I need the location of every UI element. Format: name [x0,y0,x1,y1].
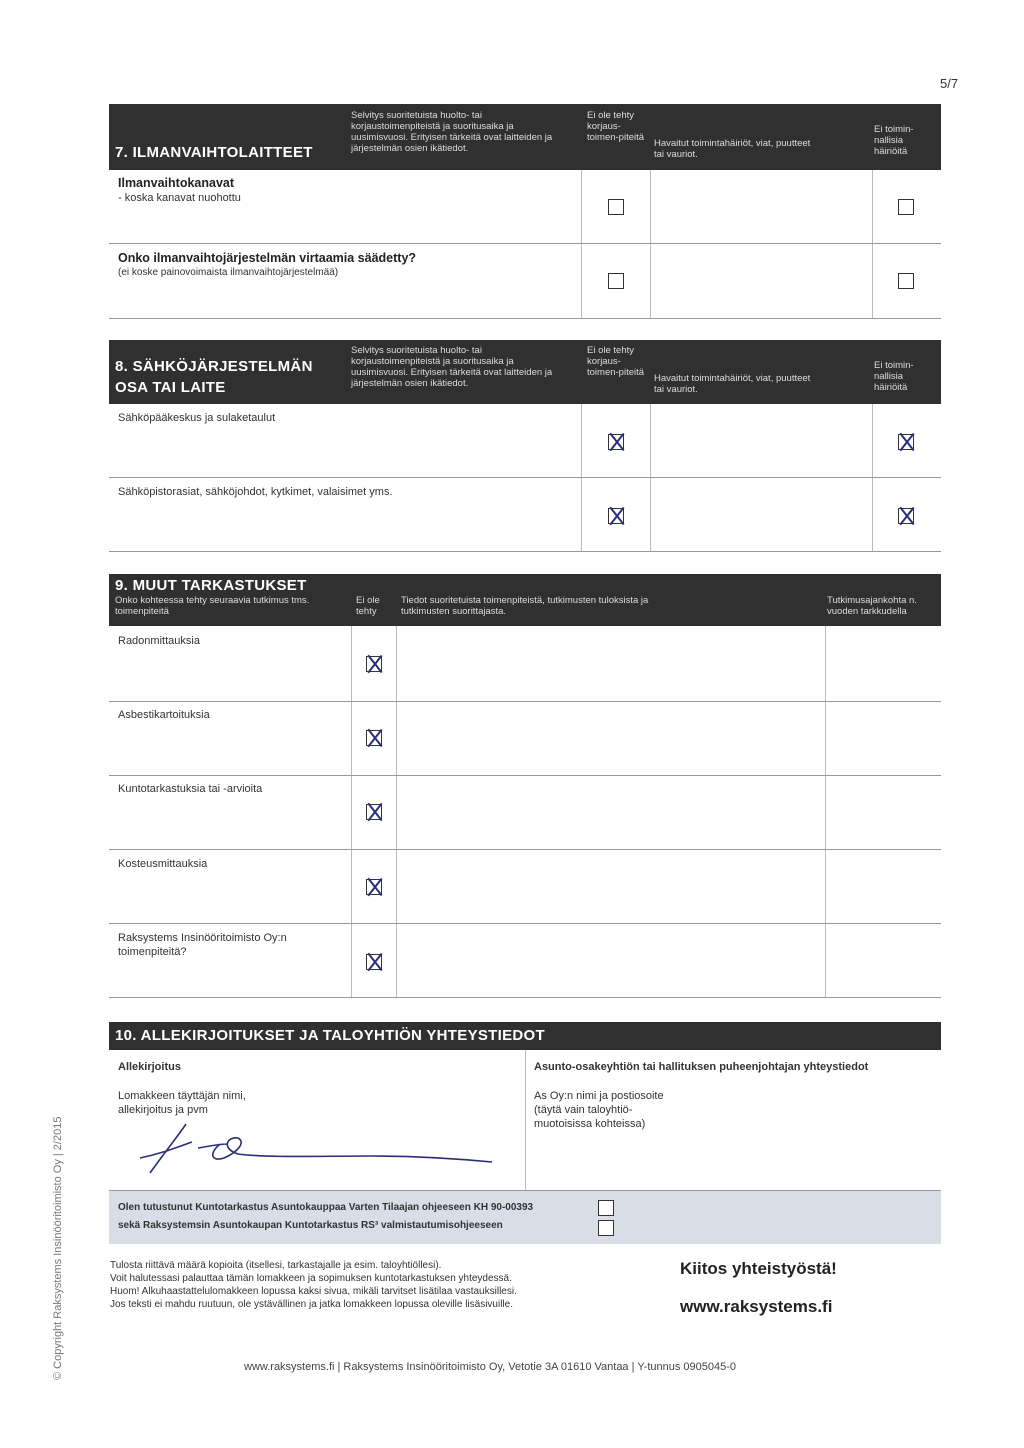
section-8-row-2-nofault-checkbox[interactable] [898,508,914,524]
section-9-row-5-label: Raksystems Insinööritoimisto Oy:n toimenpiteitä? [118,932,287,958]
section-9-row-1-none-checkbox[interactable] [366,656,382,672]
section-8-row-1-nofault-checkbox[interactable] [898,434,914,450]
section-9-col-none: Ei ole tehty [356,595,380,617]
section-9-row-5-none-checkbox[interactable] [366,954,382,970]
section-7-col-desc: Selvitys suoritetuista huolto- tai korjaustoimenpiteistä ja suoritusaika ja uusimisvuosi. Erityisen tärkeitä ovat laitteiden ja järjestelmän osien ikätiedot. [351,110,553,154]
section-8-row-1-label: Sähköpääkeskus ja sulaketaulut [118,412,276,424]
signature-title: Allekirjoitus [118,1061,181,1073]
section-9-row-4-label: Kosteusmittauksia [118,858,208,870]
section-9-row-2-label: Asbestikartoituksia [118,709,210,721]
section-9-row-4-none-checkbox[interactable] [366,879,382,895]
acknowledgement-line-1: Olen tutustunut Kuntotarkastus Asuntokauppaa Varten Tilaajan ohjeeseen KH 90-00393 [118,1202,534,1213]
page-number: 5/7 [940,76,959,91]
acknowledgement-checkbox-2[interactable] [598,1220,614,1236]
section-7-row-2-label: Onko ilmanvaihtojärjestelmän virtaamia säädetty? [118,251,417,265]
section-7-title: 7. ILMANVAIHTOLAITTEET [115,144,313,161]
section-7-col-observed: Havaitut toimintahäiriöt, viat, puutteet tai vauriot. [654,138,811,160]
section-9-subtitle: Onko kohteessa tehty seuraavia tutkimus tms. toimenpiteitä [115,595,310,617]
copyright-text: © Copyright Raksystems Insinööritoimisto Oy | 2/2015 [52,1116,64,1380]
section-8-title-2: OSA TAI LAITE [115,379,226,396]
section-7-row-1-sub: - koska kanavat nuohottu [118,192,241,204]
section-9-row-3-none-checkbox[interactable] [366,804,382,820]
footer-note-1: Tulosta riittävä määrä kopioita (itsellesi, tarkastajalle ja esim. taloyhtiöllesi). [110,1260,442,1271]
section-10-header [109,1022,941,1050]
section-9-row-3-label: Kuntotarkastuksia tai -arvioita [118,783,263,795]
acknowledgement-line-2: sekä Raksystemsin Asuntokaupan Kuntotarkastus RS³ valmistautumisohjeeseen [118,1220,503,1231]
section-7-col-nofault: Ei toimin-nallisia häiriöitä [874,124,914,157]
board-contact-title: Asunto-osakeyhtiön tai hallituksen puheenjohtajan yhteystiedot [534,1061,869,1073]
section-7-row-2-sub: (ei koske painovoimaista ilmanvaihtojärjestelmää) [118,267,339,278]
section-8-title-1: 8. SÄHKÖJÄRJESTELMÄN [115,358,313,375]
section-8-header [109,340,941,404]
acknowledgement-checkbox-1[interactable] [598,1200,614,1216]
footer-note-3: Huom! Alkuhaastattelulomakkeen lopussa kaksi sivua, mikäli tarvitset lisätilaa vastauksillesi. [110,1286,517,1297]
footer-note-4: Jos teksti ei mahdu ruutuun, ole ystävällinen ja jatka lomakkeen lopussa oleville lisäsivuille. [110,1299,513,1310]
footer-note-2: Voit halutessasi palauttaa tämän lomakkeen ja sopimuksen kuntotarkastuksen yhteydessä. [110,1273,512,1284]
thanks-text: Kiitos yhteistyöstä! [680,1259,837,1278]
website-link[interactable]: www.raksystems.fi [680,1297,833,1316]
section-8-row-2-none-checkbox[interactable] [608,508,624,524]
section-9-row-1-label: Radonmittauksia [118,635,200,647]
section-9-col-location: Tutkimusajankohta n. vuoden tarkkudella [827,595,917,617]
section-9-header [109,574,941,626]
section-7-row-1-nofault-checkbox[interactable] [898,199,914,215]
board-contact-label: As Oy:n nimi ja postiosoite (täytä vain taloyhtiö-muotoisissa kohteissa) [534,1090,664,1130]
section-9-col-info: Tiedot suoritetuista toimenpiteistä, tutkimusten tuloksista ja tutkimusten suorittajasta. [401,595,649,617]
section-9-title: 9. MUUT TARKASTUKSET [115,577,307,594]
section-7-col-none: Ei ole tehty korjaus-toimen-piteitä [587,110,645,143]
section-7-header [109,104,941,170]
company-footer-line: www.raksystems.fi | Raksystems Insinööritoimisto Oy, Vetotie 3A 01610 Vantaa | Y-tunnus 0905045-0 [244,1361,737,1373]
section-8-row-2-label: Sähköpistorasiat, sähköjohdot, kytkimet, valaisimet yms. [118,486,393,498]
section-7-row-1-none-checkbox[interactable] [608,199,624,215]
section-9-row-2-none-checkbox[interactable] [366,730,382,746]
section-7-row-2-none-checkbox[interactable] [608,273,624,289]
section-8-row-1-none-checkbox[interactable] [608,434,624,450]
section-7-row-2-nofault-checkbox[interactable] [898,273,914,289]
section-8-col-observed: Havaitut toimintahäiriöt, viat, puutteet tai vauriot. [654,373,811,395]
section-8-col-nofault: Ei toimin-nallisia häiriöitä [874,360,914,393]
signature-drawing [120,1118,500,1180]
signature-field-label: Lomakkeen täyttäjän nimi, allekirjoitus ja pvm [118,1090,246,1116]
acknowledgement-band [109,1190,941,1244]
section-8-col-desc: Selvitys suoritetuista huolto- tai korjaustoimenpiteistä ja suoritusaika ja uusimisvuosi. Erityisen tärkeitä ovat laitteiden ja järjestelmän osien ikätiedot. [351,345,553,389]
section-8-col-none: Ei ole tehty korjaus-toimen-piteitä [587,345,645,378]
section-7-row-1-label: Ilmanvaihtokanavat [118,176,235,190]
section-10-title: 10. ALLEKIRJOITUKSET JA TALOYHTIÖN YHTEYSTIEDOT [115,1027,545,1044]
